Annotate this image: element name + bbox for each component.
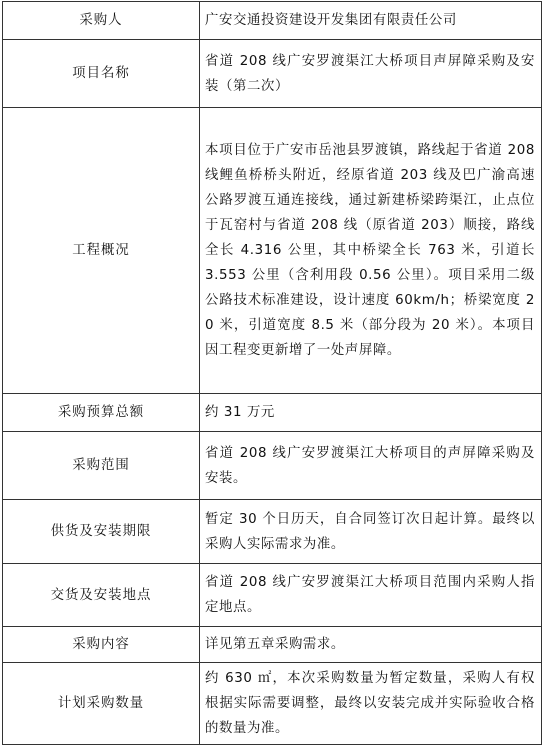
table-row-budget [3,394,542,432]
row-label: 采购范围 [3,432,200,500]
table-row-scope [3,432,542,500]
row-label: 计划采购数量 [3,663,200,745]
table-row-purchaser [3,2,542,40]
table-row-content [3,627,542,663]
row-value: 暂定 30 个日历天，自合同签订次日起计算。最终以采购人实际需求为准。 [200,500,542,564]
row-label: 采购预算总额 [3,394,200,432]
table-row-project-overview [3,108,542,394]
table-row-delivery-location [3,564,542,627]
table-row-quantity [3,663,542,745]
row-label: 采购内容 [3,627,200,663]
row-label: 采购人 [3,2,200,40]
table-row-project-name [3,40,542,108]
row-label: 供货及安装期限 [3,500,200,564]
row-value: 本项目位于广安市岳池县罗渡镇，路线起于省道 208 线鲤鱼桥桥头附近，经原省道 203 线及巴广渝高速公路罗渡互通连接线，通过新建桥梁跨渠江，止点位于瓦窑村与省道 208 线（原省道 203）顺接，路线全长 4.316 公里，其中桥梁全长 763 米，引道长 3.553 公里（含利用段 0.56 公里）。项目采用二级公路技术标准建设，设计速度 60km/h；桥梁宽度 20 米，引道宽度 8.5 米（部分段为 20 米）。本项目因工程变更新增了一处声屏障。 [200,108,542,394]
row-value: 广安交通投资建设开发集团有限责任公司 [200,2,542,40]
row-value: 省道 208 线广安罗渡渠江大桥项目的声屏障采购及安装。 [200,432,542,500]
row-value: 省道 208 线广安罗渡渠江大桥项目声屏障采购及安装（第二次） [200,40,542,108]
row-label: 项目名称 [3,40,200,108]
row-label: 工程概况 [3,108,200,394]
table-row-delivery-period [3,500,542,564]
row-value: 省道 208 线广安罗渡渠江大桥项目范围内采购人指定地点。 [200,564,542,627]
procurement-info-table [2,1,542,745]
row-value: 详见第五章采购需求。 [200,627,542,663]
row-value: 约 31 万元 [200,394,542,432]
row-label: 交货及安装地点 [3,564,200,627]
row-value: 约 630 ㎡，本次采购数量为暂定数量，采购人有权根据实际需要调整，最终以安装完成并实际验收合格的数量为准。 [200,663,542,745]
